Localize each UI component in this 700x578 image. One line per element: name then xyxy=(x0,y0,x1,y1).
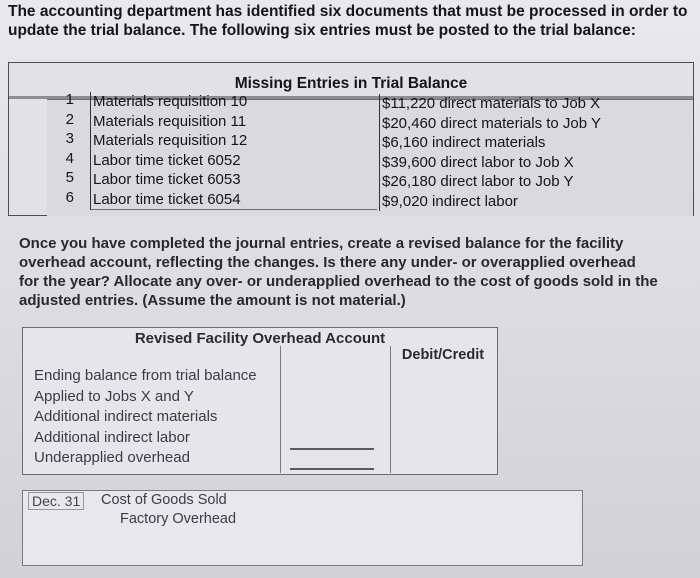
instructions-text: Once you have completed the journal entries, create a revised balance for the facility overhead account, reflecting the changes. Is there any under- or overapplied overhead for the year? Allocate any over- or underapplied overhead to the cost of goods sold in the adjusted entries. (Assume the amount is not material.) xyxy=(19,235,658,309)
document-cell: Labor time ticket 6053 xyxy=(93,171,241,188)
entry-number: 3 xyxy=(65,130,74,147)
debit-account: Cost of Goods Sold xyxy=(101,492,227,508)
intro-text: The accounting department has identified six documents that must be processed in order to update the trial balance. The following six entries must be posted to the trial balance: xyxy=(8,3,688,39)
entry-number: 4 xyxy=(65,149,74,167)
document-cell: Labor time ticket 6052 xyxy=(93,151,241,169)
entry-number: 1 xyxy=(65,91,74,108)
debit-credit-header: Debit/Credit xyxy=(401,347,485,363)
additional-labor-amount-input[interactable] xyxy=(290,432,374,450)
detail-cell: $26,180 direct labor to Job Y xyxy=(382,173,574,190)
overhead-row-label: Additional indirect labor xyxy=(34,428,190,446)
detail-column xyxy=(379,94,690,211)
detail-cell: $20,460 direct materials to Job Y xyxy=(382,114,602,132)
overhead-labels xyxy=(34,366,279,469)
document-cell: Labor time ticket 6054 xyxy=(91,190,377,211)
document-cell: Materials requisition 12 xyxy=(93,132,248,149)
detail-cell: $39,600 direct labor to Job X xyxy=(382,153,574,171)
document-column xyxy=(90,92,377,210)
entry-number: 6 xyxy=(65,188,74,206)
entry-number: 5 xyxy=(65,169,74,186)
document-cell: Materials requisition 11 xyxy=(93,112,247,130)
overhead-account-title: Revised Facility Overhead Account xyxy=(134,330,386,347)
entry-number: 2 xyxy=(65,110,74,128)
missing-entries-title: Missing Entries in Trial Balance xyxy=(234,75,468,92)
underapplied-amount-input[interactable] xyxy=(290,452,374,470)
entry-number-column xyxy=(36,90,82,207)
overhead-row-label: Applied to Jobs X and Y xyxy=(34,387,194,405)
overhead-row-label: Ending balance from trial balance xyxy=(34,367,257,384)
detail-cell: $11,220 direct materials to Job X xyxy=(382,95,601,112)
credit-account: Factory Overhead xyxy=(120,511,237,527)
detail-cell: $9,020 indirect labor xyxy=(382,192,518,210)
entry-date: Dec. 31 xyxy=(28,492,84,510)
document-cell: Materials requisition 10 xyxy=(93,93,248,110)
overhead-row-label: Underapplied overhead xyxy=(34,449,190,466)
overhead-row-label: Additional indirect materials xyxy=(34,408,218,425)
detail-cell: $6,160 indirect materials xyxy=(382,134,546,151)
